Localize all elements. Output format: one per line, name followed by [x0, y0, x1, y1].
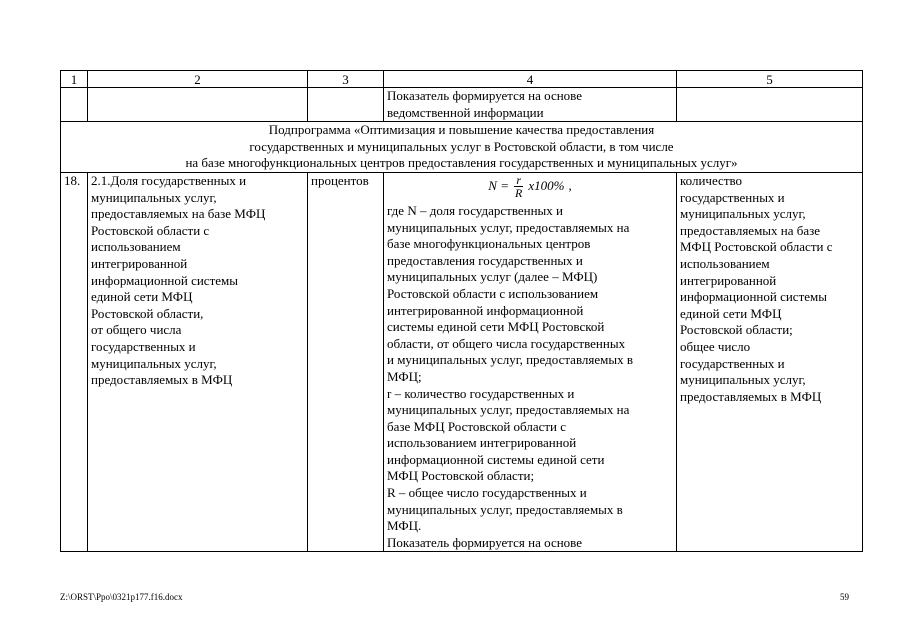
document-table: [60, 70, 863, 552]
unit-of-measure: процентов: [308, 172, 384, 551]
calculation-method: [384, 172, 677, 551]
cell-empty: [308, 88, 384, 122]
formula-description: где N – доля государственных и муниципальных услуг, предоставляемых на базе многофункциональных центров предоставления государственных и муниципальных услуг (далее – МФЦ) Ростовской области с использованием интегрированной информационной системы единой сети МФЦ Ростовской области, от общего числа государственных и муниципальных услуг, предоставляемых в МФЦ; r – количество государственных и муниципальных услуг, предоставляемых на базе МФЦ Ростовской области с использованием интегрированной информационной системы единой сети МФЦ Ростовской области; R – общее число государственных и муниципальных услуг, предоставляемых в МФЦ. Показатель формируется на основе: [387, 202, 634, 550]
subprogram-title: Подпрограмма «Оптимизация и повышение качества предоставления государственных и муниципальных услуг в Ростовской области, в том числе на базе многофункциональных центров предоставления государственных и муниципальных услуг»: [61, 122, 863, 173]
formula-rhs: x100%: [528, 178, 565, 194]
cell-empty: [88, 88, 308, 122]
page-number: 59: [840, 592, 849, 602]
formula-tail: ,: [568, 178, 572, 194]
formula-denominator: R: [515, 185, 523, 200]
formula: [387, 173, 673, 203]
column-number: 1: [61, 71, 88, 88]
formula-lhs: N =: [488, 178, 509, 194]
footer-file-path: Z:\ORST\Ppo\0321p177.f16.docx: [60, 592, 183, 602]
formula-fraction: [513, 174, 524, 199]
data-source: количество государственных и муниципальных услуг, предоставляемых на базе МФЦ Ростовской области с использованием интегрированной информационной системы единой сети МФЦ Ростовской области; общее число государственных и муниципальных услуг, предоставляемых в МФЦ: [677, 172, 863, 551]
indicator-name: 2.1.Доля государственных и муниципальных услуг, предоставляемых на базе МФЦ Ростовской области с использованием интегрированной информационной системы единой сети МФЦ Ростовской области, от общего числа государственных и муниципальных услуг, предоставляемых в МФЦ: [88, 172, 308, 551]
cell-empty: [61, 88, 88, 122]
formula-numerator: r: [516, 172, 521, 187]
column-number: 5: [677, 71, 863, 88]
column-number: 4: [384, 71, 677, 88]
column-number-row: [61, 71, 863, 88]
table-row: [61, 88, 863, 122]
subprogram-row: [61, 122, 863, 173]
column-number: 3: [308, 71, 384, 88]
row-number: 18.: [61, 172, 88, 551]
cell-empty: [677, 88, 863, 122]
prev-row-source-note: Показатель формируется на основе ведомственной информации: [384, 88, 677, 122]
table-row: [61, 172, 863, 551]
column-number: 2: [88, 71, 308, 88]
